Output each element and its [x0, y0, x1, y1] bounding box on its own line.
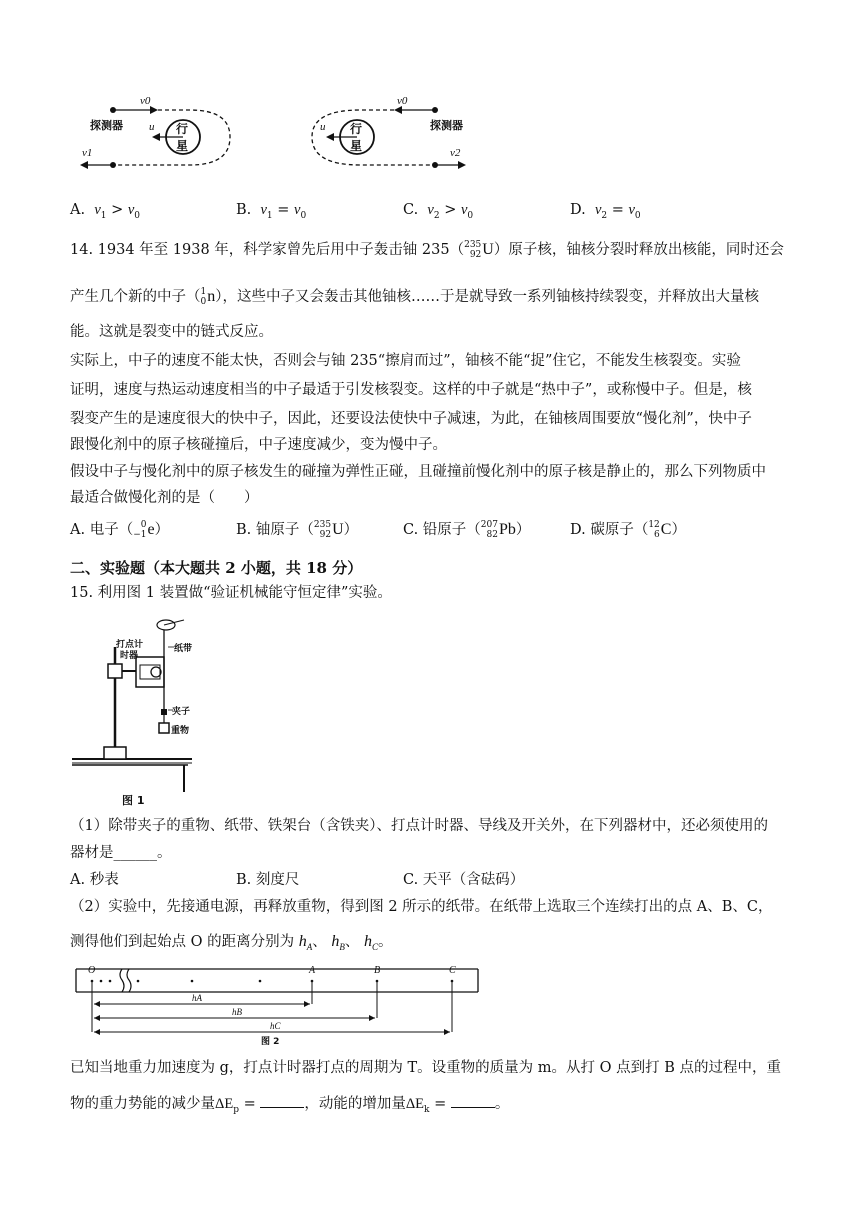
v1-arrow-left [80, 161, 88, 169]
figure-2-caption: 图 2 [261, 1037, 280, 1047]
q14-line-3: 能。这就是裂变中的链式反应。 [70, 324, 273, 340]
ha-label: hA [192, 993, 202, 1003]
planet-label-left-1: 行 [176, 122, 189, 136]
q14-line-1: 14. 1934 年至 1938 年，科学家曾先后用中子轰击铀 235（ 235 92 U ）原子核，铀核分裂时释放出核能，同时还会 [70, 240, 784, 260]
u-label-left: u [149, 121, 155, 133]
q14-line-2: 产生几个新的中子（ 1 0 n ），这些中子又会轰击其他铀核……于是就导致一系列铀核持续裂变，并释放出大量核 [70, 287, 759, 307]
orbit-figure [80, 95, 490, 175]
point-a-label: A [309, 965, 316, 976]
q14-option-a[interactable]: A. 电子（ 0 −1 e ） [70, 520, 170, 540]
hc-label: hC [270, 1021, 281, 1031]
timer-label-1: 打点计 [116, 640, 144, 650]
q14-line-5: 证明，速度与热运动速度相当的中子最适于引发核裂变。这样的中子就是“热中子”，或称慢中子。但是，核 [70, 382, 752, 398]
q15-part3-line-2: 物的重力势能的减少量$\Delta E_p$ = ，动能的增加量$\Delta E_k$ = 。 [70, 1092, 509, 1120]
q13-option-d[interactable]: D. $v_2 = v_0$ [570, 202, 641, 221]
q15-part1-option-a[interactable]: A. 秒表 [70, 872, 119, 888]
q14-option-d[interactable]: D. 碳原子（ 12 6 C ） [570, 520, 686, 540]
q15-part1-line-2: 器材是______。 [70, 845, 172, 861]
point-b-label: B [374, 965, 381, 976]
planet-label-right-2: 星 [350, 139, 363, 153]
v0-arrow-right [394, 106, 402, 114]
kinetic-energy-answer-blank[interactable] [451, 1092, 495, 1108]
u-arrow-right [326, 133, 334, 141]
figure-2-tape [72, 964, 482, 1046]
q14-option-c[interactable]: C. 铅原子（ 207 82 Pb ） [403, 520, 531, 540]
q14-line-8: 假设中子与慢化剂中的原子核发生的碰撞为弹性正碰，且碰撞前慢化剂中的原子核是静止的，那么下列物质中 [70, 464, 766, 480]
q15-intro: 15. 利用图 1 装置做“验证机械能守恒定律”实验。 [70, 585, 392, 601]
planet-label-right-1: 行 [350, 122, 363, 136]
point-o-label: O [88, 965, 96, 976]
v1-label-left: v1 [82, 147, 93, 159]
q15-part2-line-1: （2）实验中，先接通电源，再释放重物，得到图 2 所示的纸带。在纸带上选取三个连续打出的点 A、B、C， [70, 899, 773, 915]
v0-arrow-left [150, 106, 158, 114]
figure-1-apparatus [72, 617, 192, 807]
point-c-label: C [449, 965, 456, 976]
q14-line-7: 跟慢化剂中的原子核碰撞后，中子速度减少，变为慢中子。 [70, 437, 447, 453]
v0-label-left: v0 [140, 95, 151, 107]
q14-line-4: 实际上，中子的速度不能太快，否则会与铀 235“擦肩而过”，铀核不能“捉”住它，不能发生核裂变。实验 [70, 353, 741, 369]
v2-arrow-right [458, 161, 466, 169]
q15-part1-option-c[interactable]: C. 天平（含砝码） [403, 872, 525, 888]
q14-option-b[interactable]: B. 铀原子（ 235 92 U ） [236, 520, 359, 540]
q13-option-c[interactable]: C. $v_2 > v_0$ [403, 202, 474, 221]
q15-part3-line-1: 已知当地重力加速度为 g，打点计时器打点的周期为 T。设重物的质量为 m。从打 O 点到打 B 点的过程中，重 [70, 1060, 782, 1076]
section-2-title: 二、实验题（本大题共 2 小题，共 18 分） [70, 559, 363, 577]
hb-label: hB [232, 1007, 242, 1017]
orbit-figure-svg [80, 95, 490, 175]
u-arrow-left [152, 133, 160, 141]
neutron-nuclide: 1 0 n [200, 287, 216, 307]
timer-label-2: 时器 [120, 651, 139, 661]
potential-energy-answer-blank[interactable] [260, 1092, 304, 1108]
planet-label-left-2: 星 [176, 139, 189, 153]
v0-label-right: v0 [397, 95, 408, 107]
q15-part2-line-2: 测得他们到起始点 O 的距离分别为 $h_A$、 $h_B$、 $h_C$。 [70, 933, 393, 952]
weight-label: 重物 [171, 726, 190, 736]
q14-line-9: 最适合做慢化剂的是（ ） [70, 490, 259, 506]
uranium-nuclide: 235 92 U [464, 240, 494, 260]
figure-1-caption: 图 1 [122, 794, 145, 807]
q15-part1-option-b[interactable]: B. 刻度尺 [236, 872, 300, 888]
tape-label: 纸带 [174, 644, 193, 654]
u-label-right: u [320, 121, 326, 133]
probe-label-left: 探测器 [90, 119, 123, 132]
q13-option-b[interactable]: B. $v_1 = v_0$ [236, 202, 307, 221]
q14-line-6: 裂变产生的是速度很大的快中子，因此，还要设法使快中子减速，为此，在铀核周围要放“慢化剂”，快中子 [70, 411, 752, 427]
clip-label: 夹子 [172, 707, 191, 717]
probe-label-right: 探测器 [430, 119, 463, 132]
q13-option-a[interactable]: A. $v_1 > v_0$ [70, 202, 141, 221]
v2-label-right: v2 [450, 147, 461, 159]
q15-part1-line-1: （1）除带夹子的重物、纸带、铁架台（含铁夹）、打点计时器、导线及开关外，在下列器材中，还必须使用的 [70, 818, 768, 834]
